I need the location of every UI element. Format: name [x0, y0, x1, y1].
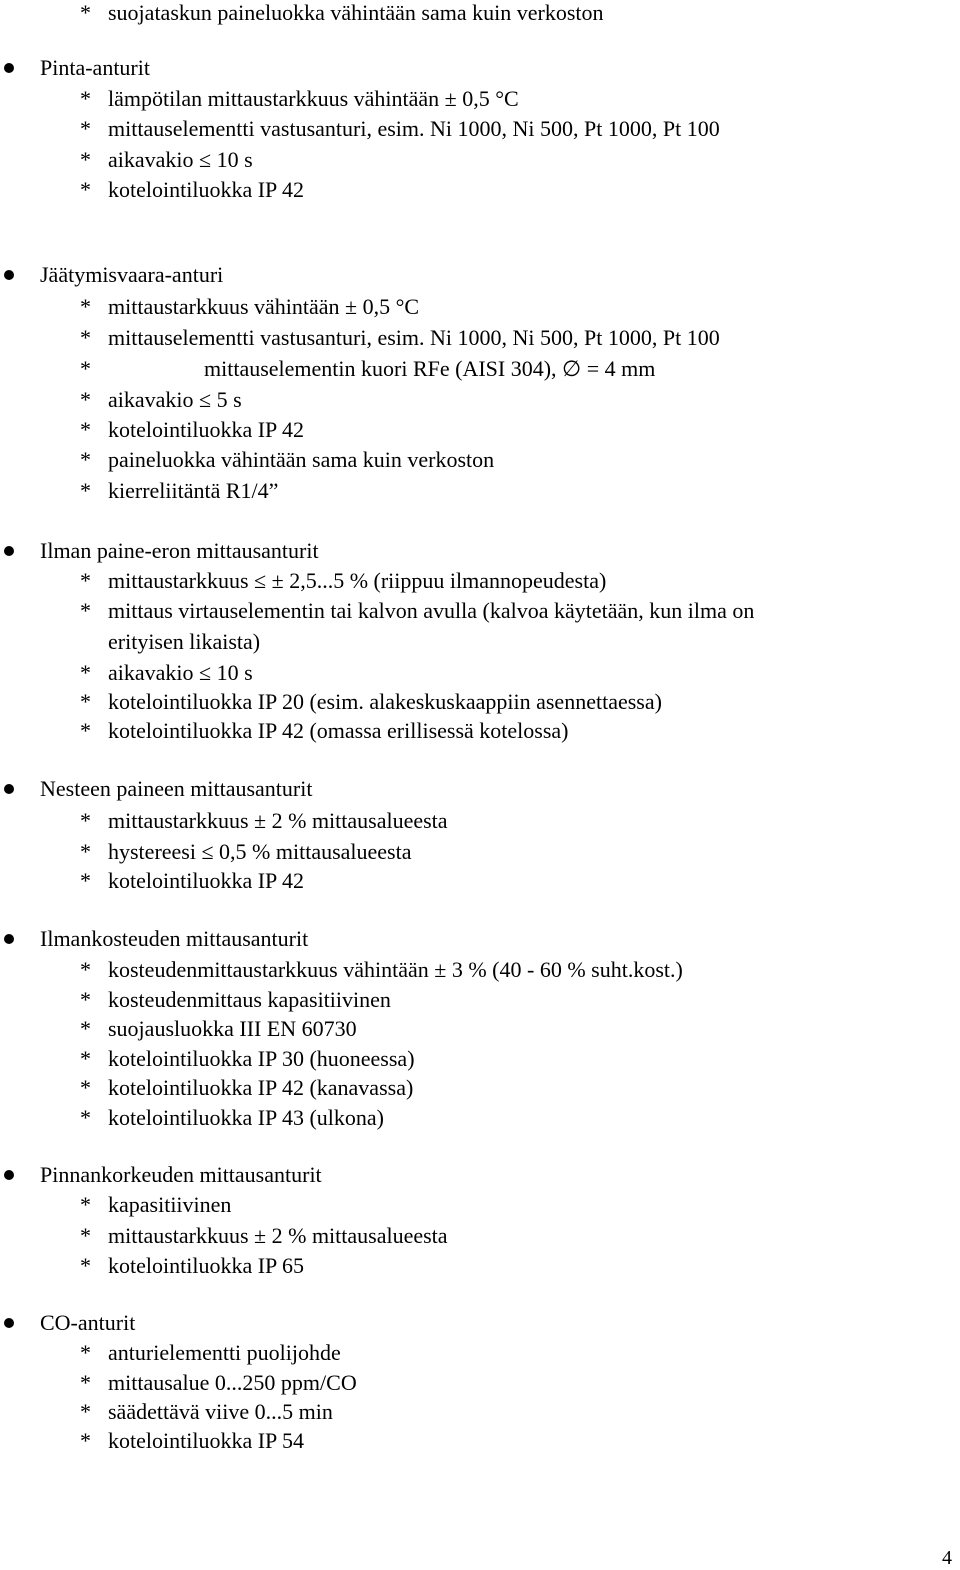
section-title: Pinta-anturit [40, 55, 150, 80]
item-marker: * [80, 957, 91, 982]
item-text: kotelointiluokka IP 43 (ulkona) [108, 1105, 384, 1130]
item-text: kotelointiluokka IP 42 [108, 177, 304, 202]
item-marker: * [80, 147, 91, 172]
item-marker: * [80, 839, 91, 864]
item-text: kotelointiluokka IP 42 (omassa erillisessä kotelossa) [108, 718, 569, 743]
item-marker: * [80, 1016, 91, 1041]
item-text: mittaustarkkuus ± 2 % mittausalueesta [108, 808, 448, 833]
item-text: mittauselementin kuori RFe (AISI 304), ∅ = 4 mm [204, 356, 656, 381]
section-title: Nesteen paineen mittausanturit [40, 776, 313, 801]
item-marker: * [80, 1046, 91, 1071]
item-text: kotelointiluokka IP 42 [108, 417, 304, 442]
item-text: kotelointiluokka IP 42 (kanavassa) [108, 1075, 414, 1100]
item-text: kosteudenmittaustarkkuus vähintään ± 3 % (40 - 60 % suht.kost.) [108, 957, 683, 982]
item-marker: * [80, 356, 91, 381]
item-text: anturielementti puolijohde [108, 1340, 341, 1365]
item-text: aikavakio ≤ 5 s [108, 387, 242, 412]
item-text: aikavakio ≤ 10 s [108, 660, 253, 685]
item-text: mittaustarkkuus ± 2 % mittausalueesta [108, 1223, 448, 1248]
item-marker: * [80, 1370, 91, 1395]
section-title: Ilman paine-eron mittausanturit [40, 538, 319, 563]
item-marker: * [80, 1075, 91, 1100]
item-text: hystereesi ≤ 0,5 % mittausalueesta [108, 839, 412, 864]
item-text: kapasitiivinen [108, 1192, 232, 1217]
item-text: mittauselementti vastusanturi, esim. Ni 1000, Ni 500, Pt 1000, Pt 100 [108, 325, 720, 350]
bullet-icon [4, 1318, 14, 1328]
item-marker: * [80, 1192, 91, 1217]
bullet-icon [4, 270, 14, 280]
item-text: kotelointiluokka IP 20 (esim. alakeskuskaappiin asennettaessa) [108, 689, 662, 714]
item-marker: * [80, 1399, 91, 1424]
item-marker: * [80, 478, 91, 503]
item-text: kotelointiluokka IP 54 [108, 1428, 304, 1453]
item-marker: * [80, 417, 91, 442]
item-marker: * [80, 689, 91, 714]
item-marker: * [80, 1428, 91, 1453]
section-title: Ilmankosteuden mittausanturit [40, 926, 309, 951]
item-text: mittausalue 0...250 ppm/CO [108, 1370, 357, 1395]
bullet-icon [4, 934, 14, 944]
item-marker: * [80, 987, 91, 1012]
item-marker: * [80, 598, 91, 623]
item-text: mittaus virtauselementin tai kalvon avulla (kalvoa käytetään, kun ilma on [108, 598, 755, 623]
bullet-icon [4, 63, 14, 73]
item-marker: * [80, 177, 91, 202]
item-marker: * [80, 808, 91, 833]
item-marker: * [80, 1253, 91, 1278]
item-text: kotelointiluokka IP 42 [108, 868, 304, 893]
item-text: kierreliitäntä R1/4” [108, 478, 279, 503]
item-text: paineluokka vähintään sama kuin verkoston [108, 447, 495, 472]
item-text: kotelointiluokka IP 65 [108, 1253, 304, 1278]
item-text: mittaustarkkuus ≤ ± 2,5...5 % (riippuu ilmannopeudesta) [108, 568, 607, 593]
item-marker: * [80, 325, 91, 350]
item-text: suojausluokka III EN 60730 [108, 1016, 357, 1041]
item-marker: * [80, 1223, 91, 1248]
bullet-icon [4, 546, 14, 556]
item-text: säädettävä viive 0...5 min [108, 1399, 333, 1424]
item-marker: * [80, 868, 91, 893]
item-marker: * [80, 294, 91, 319]
item-text: kotelointiluokka IP 30 (huoneessa) [108, 1046, 415, 1071]
section-title: Pinnankorkeuden mittausanturit [40, 1162, 322, 1187]
item-text: mittaustarkkuus vähintään ± 0,5 °C [108, 294, 420, 319]
list-item-continuation: erityisen likaista) [108, 629, 261, 654]
item-marker: * [80, 116, 91, 141]
item-marker: * [80, 1105, 91, 1130]
bullet-icon [4, 1170, 14, 1180]
item-text: aikavakio ≤ 10 s [108, 147, 253, 172]
item-marker: * [80, 447, 91, 472]
item-marker: * [80, 718, 91, 743]
item-text: lämpötilan mittaustarkkuus vähintään ± 0,5 °C [108, 86, 519, 111]
item-marker: * [80, 387, 91, 412]
item-marker: * [80, 568, 91, 593]
item-marker: * [80, 0, 91, 25]
item-text: suojataskun paineluokka vähintään sama kuin verkoston [108, 0, 604, 25]
bullet-icon [4, 784, 14, 794]
page-number: 4 [942, 1547, 952, 1569]
item-text: kosteudenmittaus kapasitiivinen [108, 987, 391, 1012]
section-title: Jäätymisvaara-anturi [40, 262, 224, 287]
item-marker: * [80, 660, 91, 685]
item-marker: * [80, 86, 91, 111]
item-text: mittauselementti vastusanturi, esim. Ni 1000, Ni 500, Pt 1000, Pt 100 [108, 116, 720, 141]
section-title: CO-anturit [40, 1310, 136, 1335]
item-marker: * [80, 1340, 91, 1365]
